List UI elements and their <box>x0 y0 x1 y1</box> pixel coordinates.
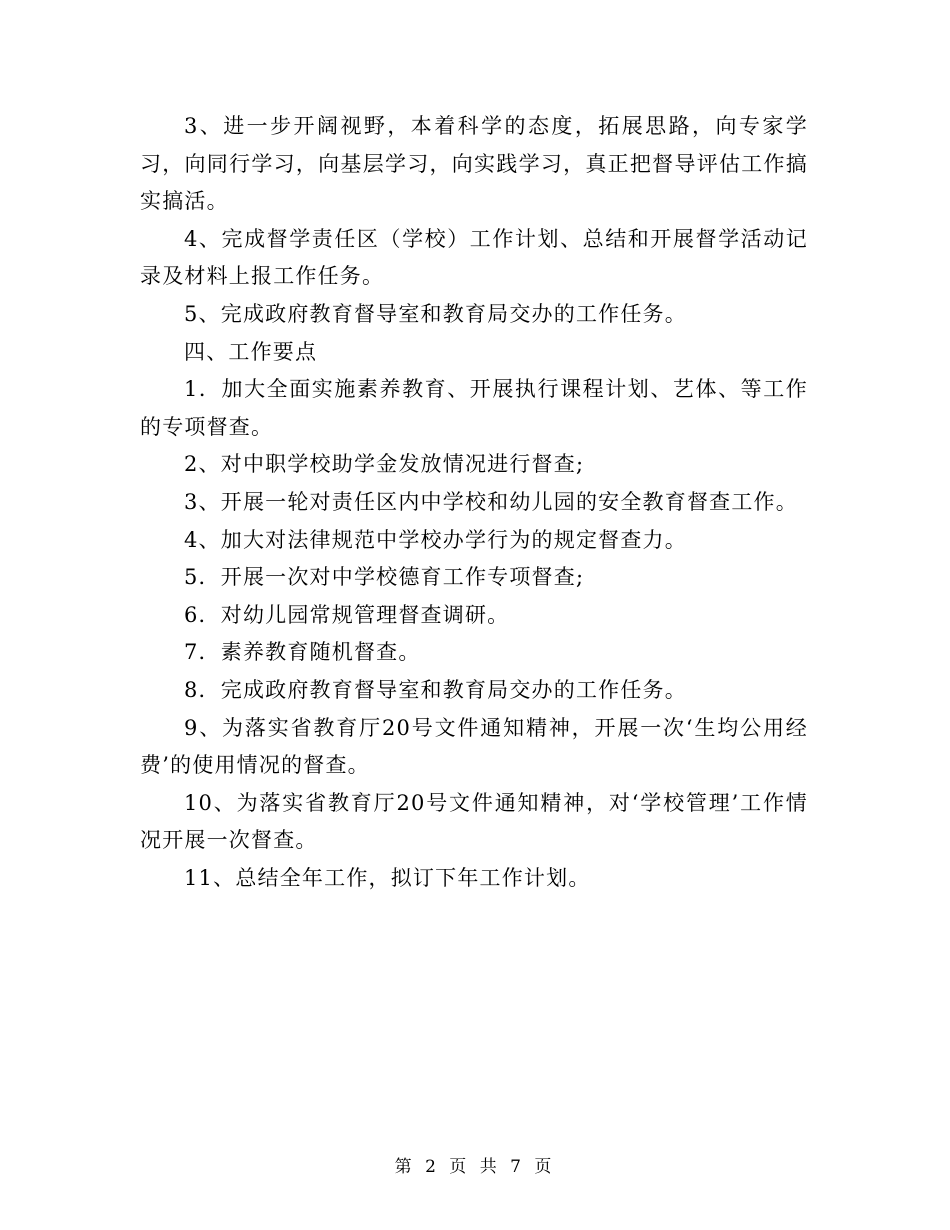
document-body <box>140 108 808 897</box>
work-point-9: 9、为落实省教育厅20号文件通知精神，开展一次‘生均公用经费’的使用情况的督查。 <box>140 715 808 778</box>
work-point-1: 1．加大全面实施素养教育、开展执行课程计划、艺体、等工作的专项督查。 <box>140 377 808 439</box>
work-point-6: 6．对幼儿园常规管理督查调研。 <box>184 602 510 627</box>
paragraph-item-5: 5、完成政府教育督导室和教育局交办的工作任务。 <box>184 301 687 326</box>
work-point-2: 2、对中职学校助学金发放情况进行督查; <box>184 452 585 477</box>
work-point-7: 7．素养教育随机督查。 <box>184 640 421 665</box>
work-point-10: 10、为落实省教育厅20号文件通知精神，对‘学校管理’工作情况开展一次督查。 <box>140 790 808 853</box>
paragraph-item-4: 4、完成督学责任区（学校）工作计划、总结和开展督学活动记录及材料上报工作任务。 <box>140 226 808 289</box>
work-point-4: 4、加大对法律规范中学校办学行为的规定督查力。 <box>184 527 687 552</box>
page-number-footer: 第 2 页 共 7 页 <box>394 1157 556 1177</box>
section-heading-work-points: 四、工作要点 <box>184 339 318 364</box>
work-point-8: 8．完成政府教育督导室和教育局交办的工作任务。 <box>184 677 687 702</box>
work-point-3: 3、开展一轮对责任区内中学校和幼儿园的安全教育督查工作。 <box>184 489 798 514</box>
work-point-5: 5．开展一次对中学校德育工作专项督查; <box>184 565 585 590</box>
paragraph-item-3: 3、进一步开阔视野，本着科学的态度，拓展思路，向专家学习，向同行学习，向基层学习，向实践学习，真正把督导评估工作搞实搞活。 <box>140 114 808 214</box>
work-point-11: 11、总结全年工作，拟订下年工作计划。 <box>184 865 591 890</box>
